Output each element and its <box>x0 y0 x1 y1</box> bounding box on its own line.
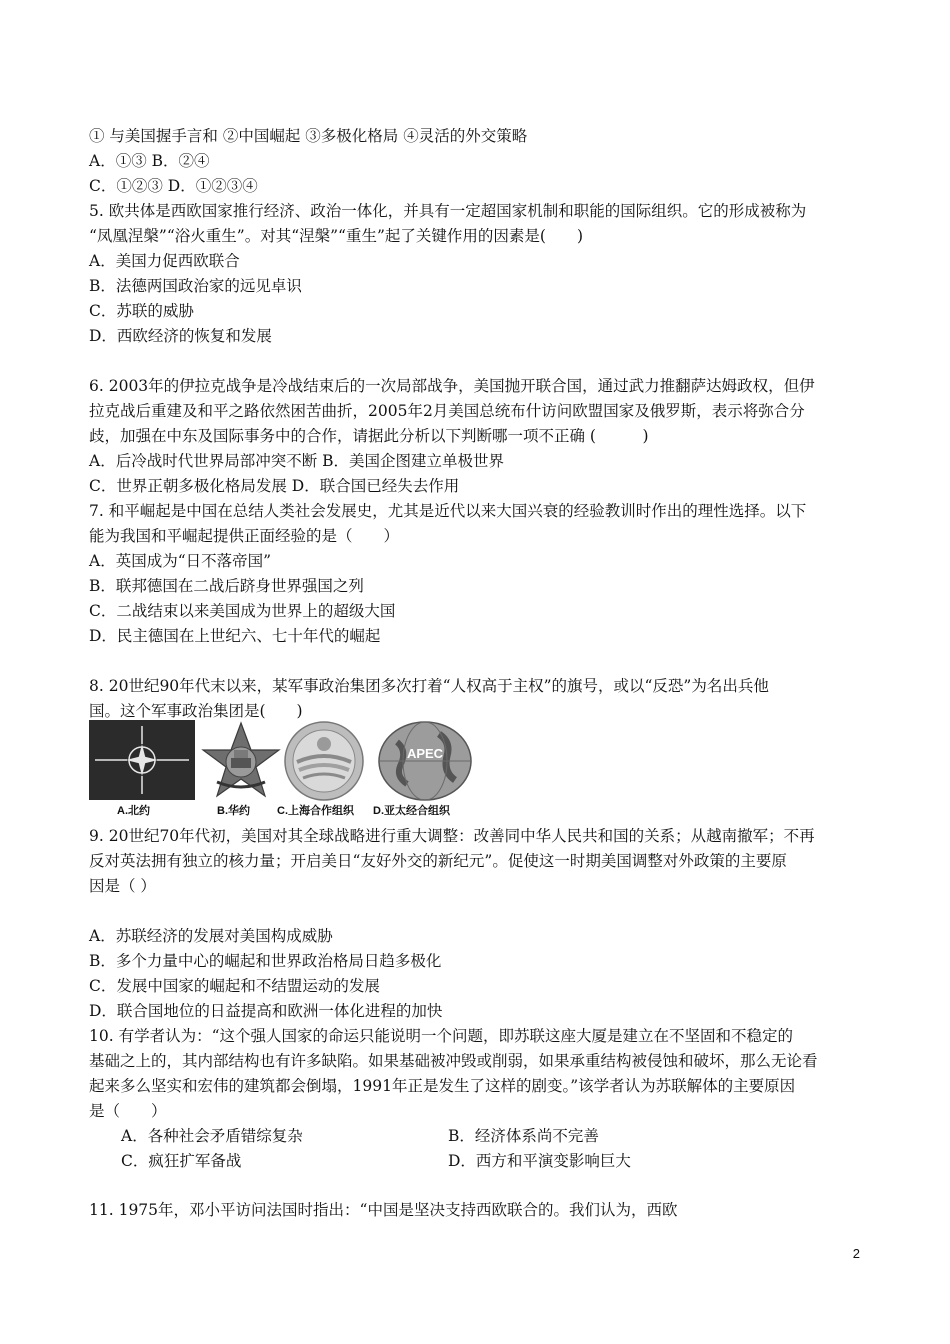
q10-option-c: C．疯狂扩军备战 <box>121 1152 242 1170</box>
q6-choice-cd: C．世界正朝多极化格局发展 D．联合国已经失去作用 <box>89 477 460 495</box>
emblem-caption-d: D.亚太经合组织 <box>373 805 450 817</box>
q5-option-d: D．西欧经济的恢复和发展 <box>89 327 272 345</box>
sco-globe-icon <box>283 720 365 802</box>
q9-stem-line1: 9. 20世纪70年代初，美国对其全球战略进行重大调整：改善同中华人民共和国的关系；从越南撤军；不再 <box>89 827 815 845</box>
q5-option-a: A．美国力促西欧联合 <box>89 252 240 270</box>
q8-emblem-options <box>89 720 473 820</box>
apec-globe-icon <box>377 720 473 802</box>
q4-choice-cd: C．①②③ D．①②③④ <box>89 177 258 195</box>
page-number: 2 <box>852 1246 860 1261</box>
q5-option-c: C．苏联的威胁 <box>89 302 194 320</box>
star-emblem-icon <box>199 720 283 802</box>
q8-stem-line2: 国。这个军事政治集团是( ) <box>89 702 303 720</box>
q4-choice-ab: A．①③ B．②④ <box>89 152 210 170</box>
q7-stem-line1: 7. 和平崛起是中国在总结人类社会发展史，尤其是近代以来大国兴衰的经验教训时作出的理性选择。以下 <box>89 502 807 520</box>
q9-option-d: D．联合国地位的日益提高和欧洲一体化进程的加快 <box>89 1002 443 1020</box>
q9-stem-line2: 反对英法拥有独立的核力量；开启美日“友好外交的新纪元”。促使这一时期美国调整对外政策的主要原 <box>89 852 787 870</box>
apec-logo-text: APEC <box>406 746 444 761</box>
emblem-caption-a: A.北约 <box>117 805 150 817</box>
q10-stem-line1: 10. 有学者认为：“这个强人国家的命运只能说明一个问题，即苏联这座大厦是建立在不坚固和不稳定的 <box>89 1027 794 1045</box>
q5-option-b: B．法德两国政治家的远见卓识 <box>89 277 302 295</box>
q9-stem-line3: 因是（ ） <box>89 877 156 895</box>
q8-stem-line1: 8. 20世纪90年代末以来，某军事政治集团多次打着“人权高于主权”的旗号，或以“反恐”为名出兵他 <box>89 677 769 695</box>
q7-option-a: A．英国成为“日不落帝国” <box>89 552 272 570</box>
q6-choice-ab: A．后冷战时代世界局部冲突不断 B．美国企图建立单极世界 <box>89 452 505 470</box>
q10-option-b: B．经济体系尚不完善 <box>448 1127 599 1145</box>
q10-stem-line2: 基础之上的，其内部结构也有许多缺陷。如果基础被冲毁或削弱，如果承重结构被侵蚀和破坏，那么无论看 <box>89 1052 818 1070</box>
q6-stem-line1: 6. 2003年的伊拉克战争是冷战结束后的一次局部战争，美国抛开联合国，通过武力推翻萨达姆政权，但伊 <box>89 377 815 395</box>
q9-option-c: C．发展中国家的崛起和不结盟运动的发展 <box>89 977 380 995</box>
q6-stem-line2: 拉克战后重建及和平之路依然困苦曲折，2005年2月美国总统布什访问欧盟国家及俄罗斯，表示将弥合分 <box>89 402 805 420</box>
q5-stem-line1: 5. 欧共体是西欧国家推行经济、政治一体化，并具有一定超国家机制和职能的国际组织。它的形成被称为 <box>89 202 807 220</box>
q7-option-b: B．联邦德国在二战后跻身世界强国之列 <box>89 577 364 595</box>
apec-emblem <box>373 720 473 820</box>
emblem-caption-c: C.上海合作组织 <box>277 805 354 817</box>
q7-option-d: D．民主德国在上世纪六、七十年代的崛起 <box>89 627 381 645</box>
q10-option-a: A．各种社会矛盾错综复杂 <box>121 1127 303 1145</box>
q9-option-b: B．多个力量中心的崛起和世界政治格局日趋多极化 <box>89 952 442 970</box>
warsaw-pact-emblem <box>199 720 283 820</box>
q10-stem-line4: 是（ ） <box>89 1102 167 1120</box>
q10-option-d: D．西方和平演变影响巨大 <box>448 1152 631 1170</box>
q9-option-a: A．苏联经济的发展对美国构成威胁 <box>89 927 333 945</box>
q4-options-statements: ① 与美国握手言和 ②中国崛起 ③多极化格局 ④灵活的外交策略 <box>89 127 528 145</box>
sco-emblem <box>277 720 371 820</box>
nato-compass-icon <box>89 720 195 800</box>
nato-flag-emblem <box>89 720 195 820</box>
q7-stem-line2: 能为我国和平崛起提供正面经验的是（ ） <box>89 527 400 545</box>
q10-stem-line3: 起来多么坚实和宏伟的建筑都会倒塌，1991年正是发生了这样的剧变。”该学者认为苏联解体的主要原因 <box>89 1077 796 1095</box>
q5-stem-line2: “凤凰涅槃”“浴火重生”。对其“涅槃”“重生”起了关键作用的因素是( ) <box>89 227 583 245</box>
q7-option-c: C．二战结束以来美国成为世界上的超级大国 <box>89 602 396 620</box>
emblem-caption-b: B.华约 <box>217 805 250 817</box>
q11-stem-line1: 11. 1975年，邓小平访问法国时指出：“中国是坚决支持西欧联合的。我们认为，西欧 <box>89 1201 678 1219</box>
q6-stem-line3: 歧，加强在中东及国际事务中的合作，请据此分析以下判断哪一项不正确 ( ) <box>89 427 649 445</box>
